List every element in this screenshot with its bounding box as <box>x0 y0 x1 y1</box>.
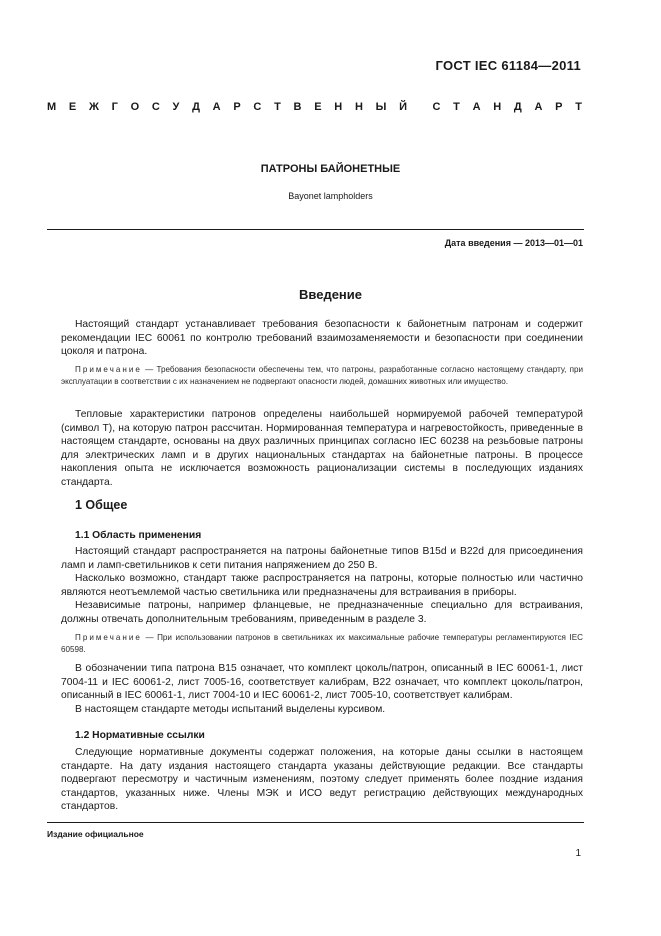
scope-paragraphs <box>61 545 583 627</box>
banner-letter: Г <box>111 101 118 113</box>
type-designation-paragraphs <box>61 662 583 716</box>
footer-divider <box>47 822 584 823</box>
banner-letter: А <box>534 101 543 113</box>
subsection-heading: 1.1 Область применения <box>75 530 202 541</box>
banner-letter: С <box>253 101 262 113</box>
banner-letter: М <box>47 101 57 113</box>
scope-note <box>61 632 583 657</box>
banner-letter: О <box>130 101 140 113</box>
banner-letter: У <box>172 101 180 113</box>
banner-letter: Ж <box>88 101 99 113</box>
banner-letter: Е <box>314 101 322 113</box>
subsection-heading: 1.2 Нормативные ссылки <box>75 730 205 741</box>
normative-refs-paragraph <box>61 746 583 814</box>
banner-letter: С <box>151 101 160 113</box>
banner-letter: А <box>212 101 221 113</box>
intro-paragraph-2 <box>61 408 583 490</box>
standard-code: ГОСТ IEC 61184—2011 <box>435 58 581 73</box>
banner-letter: Ы <box>375 101 387 113</box>
banner-letter: Е <box>68 101 77 113</box>
intro-note <box>61 364 583 389</box>
note-text: — Требования безопасности обеспечены тем, что патроны, разработанные согласно настоящему стандарту, при эксплуатации в соответствии с их назначением не подвергают опасности людей, домашних животных или имущество. <box>61 365 584 387</box>
banner-letter: Р <box>233 101 241 113</box>
paragraph-text: В настоящем стандарте методы испытаний выделены курсивом. <box>75 703 386 715</box>
banner-letter: Т <box>453 101 460 113</box>
banner-letter: Н <box>354 101 363 113</box>
note-label: Примечание <box>75 365 142 374</box>
section-heading: 1 Общее <box>75 498 128 512</box>
paragraph-text: Насколько возможно, стандарт также распространяется на патроны, которые полностью или частично являются неотъемлемой частью светильника или предназначены для встраивания в приборы. <box>61 573 583 598</box>
banner-letter: Т <box>274 101 281 113</box>
paragraph-text: Тепловые характеристики патронов определены наибольшей нормируемой рабочей температурой (символ T), на которую патрон рассчитан. Нормированная температура и нагревостойкость, приведенные в настоящем стандарте, основаны на двух различных принципах согласно IEC 60238 на резьбовые патроны для электрических ламп и в других национальных стандартах на байонетные патроны. В процессе накопления опыта не исключается возможность рационализации системы в последующих изданиях стандарта. <box>61 409 583 488</box>
banner-letter: Р <box>555 101 563 113</box>
paragraph-text: Следующие нормативные документы содержат положения, на которые даны ссылки в настоящем стандарте. На дату издания настоящего стандарта указаны действующие редакции. Все стандарты подвергают пересмотру и частичным изменениям, поэтому следует применять более поздние издания стандартов, указанных ниже. Члены МЭК и ИСО ведут регистрацию действующих международных стандартов. <box>61 747 583 813</box>
paragraph-text: Настоящий стандарт устанавливает требования безопасности к байонетным патронам и содержит рекомендации IEC 60061 по контролю требований взаимозаменяемости и безопасности при соединении цоколя и патрона. <box>61 319 583 358</box>
banner-letter: А <box>472 101 481 113</box>
page-number: 1 <box>575 848 581 859</box>
intro-paragraph-1 <box>61 318 583 359</box>
introduction-heading: Введение <box>299 287 362 302</box>
paragraph-text: Независимые патроны, например фланцевые, не предназначенные специально для встраивания, должны отвечать дополнительным требованиям, приведенным в разделе 3. <box>61 600 583 625</box>
paragraph-text: В обозначении типа патрона B15 означает, что комплект цоколь/патрон, описанный в IEC 60061-1, лист 7004-11 и IEC 60061-2, лист 7005-16, соответствует калибрам, B22 означает, что комплект цоколь/патрон, описанный в IEC 60061-1, лист 7004-10 и IEC 60061-2, лист 7005-10, соответствует калибрам. <box>61 663 583 702</box>
banner-letter: С <box>432 101 441 113</box>
document-subtitle: Bayonet lampholders <box>288 191 373 201</box>
divider <box>47 229 584 230</box>
interstate-standard-banner <box>47 101 582 113</box>
edition-label: Издание официальное <box>47 829 144 839</box>
note-label: Примечание <box>75 633 142 642</box>
paragraph-text: Настоящий стандарт распространяется на патроны байонетные типов B15d и B22d для присоединения ламп и ламп-светильников к сети питания напряжением до 250 В. <box>61 546 583 571</box>
document-title: ПАТРОНЫ БАЙОНЕТНЫЕ <box>260 163 401 175</box>
banner-letter: Н <box>334 101 343 113</box>
note-text: — При использовании патронов в светильниках их максимальные рабочие температуры регламентируются IEC 60598. <box>61 633 584 655</box>
banner-letter: Д <box>192 101 200 113</box>
banner-letter: Д <box>513 101 522 113</box>
banner-letter: Т <box>575 101 582 113</box>
banner-letter: Й <box>399 101 408 113</box>
banner-letter: Н <box>493 101 502 113</box>
banner-letter: В <box>293 101 302 113</box>
introduction-date: Дата введения — 2013—01—01 <box>444 238 583 248</box>
